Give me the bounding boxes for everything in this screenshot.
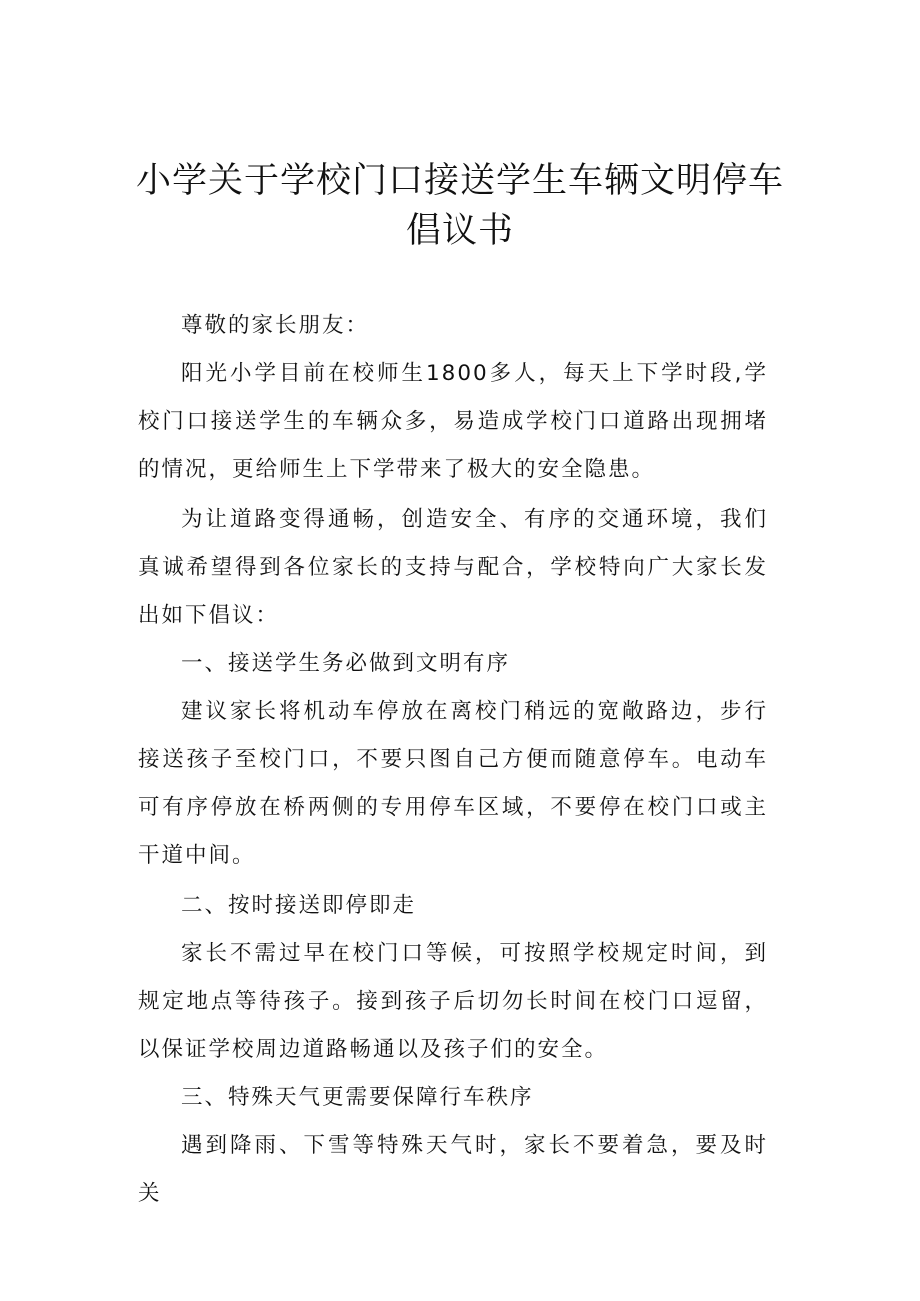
section-2-heading: 二、按时接送即停即走	[181, 893, 417, 918]
section-1-heading: 一、接送学生务必做到文明有序	[181, 651, 511, 676]
salutation: 尊敬的家长朋友：	[181, 313, 370, 338]
purpose-paragraph: 为让道路变得通畅，创造安全、有序的交通环境，我们真诚希望得到各位家长的支持与配合，学校特向广大家长发出如下倡议：	[138, 507, 768, 628]
section-2-body: 家长不需过早在校门口等候，可按照学校规定时间，到规定地点等待孩子。接到孩子后切勿长时间在校门口逗留，以保证学校周边道路畅通以及孩子们的安全。	[138, 941, 768, 1062]
section-1-body: 建议家长将机动车停放在离校门稍远的宽敞路边，步行接送孩子至校门口，不要只图自己方便而随意停车。电动车可有序停放在桥两侧的专用停车区域，不要停在校门口或主干道中间。	[138, 699, 768, 868]
intro-paragraph: 阳光小学目前在校师生1800多人，每天上下学时段,学校门口接送学生的车辆众多，易造成学校门口道路出现拥堵的情况，更给师生上下学带来了极大的安全隐患。	[138, 361, 768, 482]
section-3-body: 遇到降雨、下雪等特殊天气时，家长不要着急，要及时关	[138, 1133, 768, 1206]
document-title-line2: 倡议书	[405, 211, 514, 251]
section-3-heading: 三、特殊天气更需要保障行车秩序	[181, 1085, 534, 1110]
document-title-line1: 小学关于学校门口接送学生车辆文明停车	[135, 161, 784, 201]
